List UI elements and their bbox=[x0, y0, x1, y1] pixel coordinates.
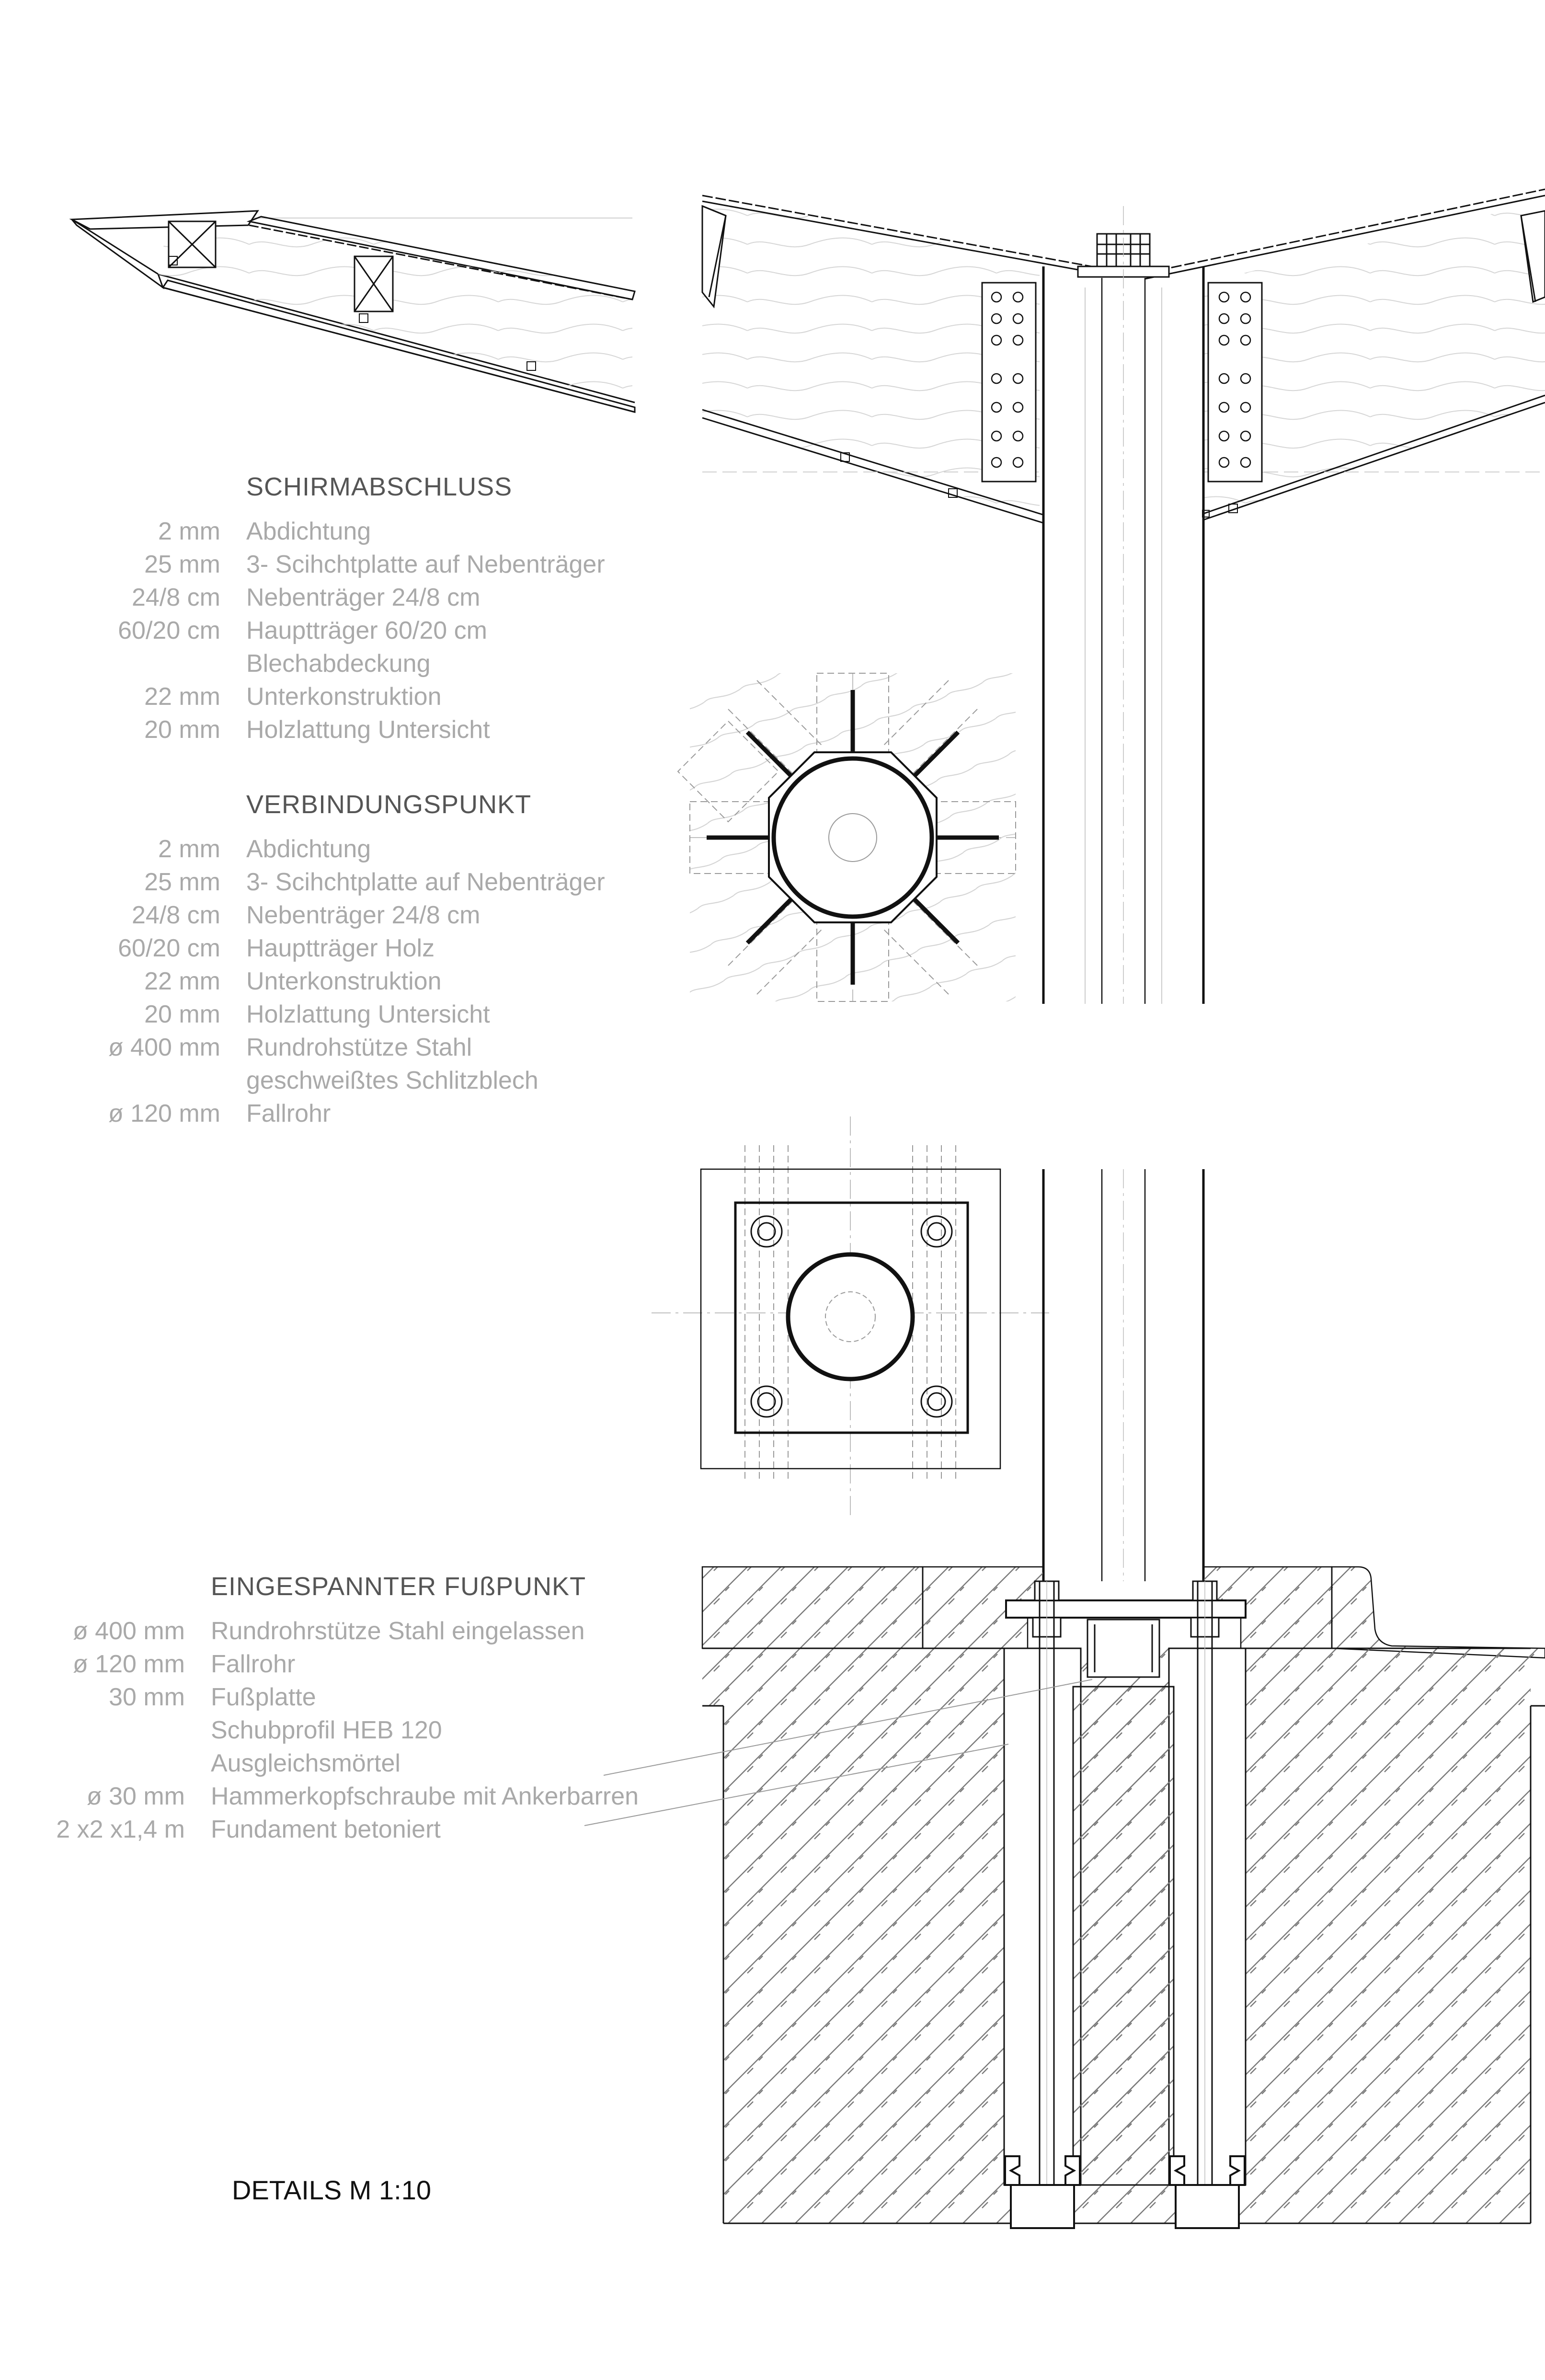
legend-row bbox=[0, 680, 605, 713]
legend-desc: 3- Scihchtplatte auf Nebenträger bbox=[246, 868, 605, 896]
legend-desc: Holzlattung Untersicht bbox=[246, 716, 490, 744]
legend-desc: Fundament betoniert bbox=[211, 1816, 441, 1843]
legend-desc: Nebenträger 24/8 cm bbox=[246, 584, 481, 611]
legend-row bbox=[0, 1780, 639, 1813]
legend-row bbox=[0, 1615, 639, 1648]
legend-desc: Fußplatte bbox=[211, 1683, 316, 1711]
legend-value: ø 400 mm bbox=[72, 1617, 185, 1645]
legend-schirmabschluss bbox=[0, 472, 605, 747]
legend-eingespannter-fusspunkt bbox=[0, 1572, 639, 1846]
schirmabschluss-detail bbox=[72, 211, 635, 412]
legend-value: ø 120 mm bbox=[108, 1100, 220, 1127]
legend-row bbox=[0, 965, 605, 998]
legend-value: 2 mm bbox=[158, 835, 220, 863]
legend-value: 30 mm bbox=[109, 1683, 185, 1711]
legend-desc: Schubprofil HEB 120 bbox=[211, 1716, 442, 1744]
legend-desc: Rundrohstütze Stahl bbox=[246, 1034, 472, 1061]
legend-desc: Hauptträger 60/20 cm bbox=[246, 617, 487, 644]
legend-desc: Unterkonstruktion bbox=[246, 967, 442, 995]
legend-value: 60/20 cm bbox=[118, 617, 220, 644]
legend-row bbox=[0, 998, 605, 1031]
fusspunkt-section bbox=[584, 1169, 1545, 2228]
legend-row bbox=[0, 614, 605, 647]
legend-desc: 3- Scihchtplatte auf Nebenträger bbox=[246, 551, 605, 578]
legend-value: ø 120 mm bbox=[72, 1650, 185, 1678]
legend-value: 2 mm bbox=[158, 517, 220, 545]
legend-desc: Hauptträger Holz bbox=[246, 934, 435, 962]
legend-row bbox=[0, 1097, 605, 1130]
legend-desc: Fallrohr bbox=[246, 1100, 331, 1127]
legend-row bbox=[0, 899, 605, 932]
legend-row bbox=[0, 1813, 639, 1846]
legend-value bbox=[0, 647, 246, 680]
verbindungspunkt-plan bbox=[678, 673, 1016, 1001]
legend-value bbox=[0, 1714, 211, 1747]
legend-value: 25 mm bbox=[144, 551, 220, 578]
legend-row bbox=[0, 833, 605, 866]
legend-desc: Rundrohrstütze Stahl eingelassen bbox=[211, 1617, 585, 1645]
legend-row bbox=[0, 713, 605, 747]
fussplatte-plan bbox=[652, 1116, 1049, 1519]
legend-value: 24/8 cm bbox=[132, 901, 220, 929]
legend-verbindungspunkt bbox=[0, 790, 605, 1130]
legend-title: SCHIRMABSCHLUSS bbox=[246, 472, 513, 501]
legend-value: 60/20 cm bbox=[118, 934, 220, 962]
legend-desc: Holzlattung Untersicht bbox=[246, 1000, 490, 1028]
legend-value bbox=[0, 1064, 246, 1097]
legend-value: ø 30 mm bbox=[86, 1782, 185, 1810]
legend-row bbox=[0, 1031, 605, 1064]
legend-value bbox=[0, 1747, 211, 1780]
legend-value: 24/8 cm bbox=[132, 584, 220, 611]
legend-value: 20 mm bbox=[144, 716, 220, 744]
legend-title: EINGESPANNTER FUßPUNKT bbox=[211, 1572, 586, 1601]
legend-desc: Unterkonstruktion bbox=[246, 683, 442, 711]
legend-value: 22 mm bbox=[144, 967, 220, 995]
legend-row bbox=[0, 932, 605, 965]
legend-row bbox=[0, 1648, 639, 1681]
legend-row bbox=[0, 1714, 639, 1747]
legend-desc: Blechabdeckung bbox=[246, 650, 431, 678]
legend-row bbox=[0, 866, 605, 899]
legend-desc: Nebenträger 24/8 cm bbox=[246, 901, 481, 929]
legend-desc: Fallrohr bbox=[211, 1650, 296, 1678]
legend-row bbox=[0, 1747, 639, 1780]
legend-row bbox=[0, 1064, 605, 1097]
details-scale-title: DETAILS M 1:10 bbox=[232, 2175, 432, 2205]
legend-value: 20 mm bbox=[144, 1000, 220, 1028]
legend-row bbox=[0, 548, 605, 581]
legend-value: 22 mm bbox=[144, 683, 220, 711]
legend-row bbox=[0, 581, 605, 614]
legend-value: ø 400 mm bbox=[108, 1034, 220, 1061]
legend-desc: Hammerkopfschraube mit Ankerbarren bbox=[211, 1782, 639, 1810]
legend-row bbox=[0, 647, 605, 680]
legend-desc: Abdichtung bbox=[246, 517, 371, 545]
legend-desc: Abdichtung bbox=[246, 835, 371, 863]
legend-value: 25 mm bbox=[144, 868, 220, 896]
legend-value: 2 x2 x1,4 m bbox=[56, 1816, 185, 1843]
legend-desc: geschweißtes Schlitzblech bbox=[246, 1067, 538, 1094]
legend-row bbox=[0, 1681, 639, 1714]
legend-title: VERBINDUNGSPUNKT bbox=[246, 790, 532, 819]
legend-row bbox=[0, 515, 605, 548]
legend-desc: Ausgleichsmörtel bbox=[211, 1749, 401, 1777]
